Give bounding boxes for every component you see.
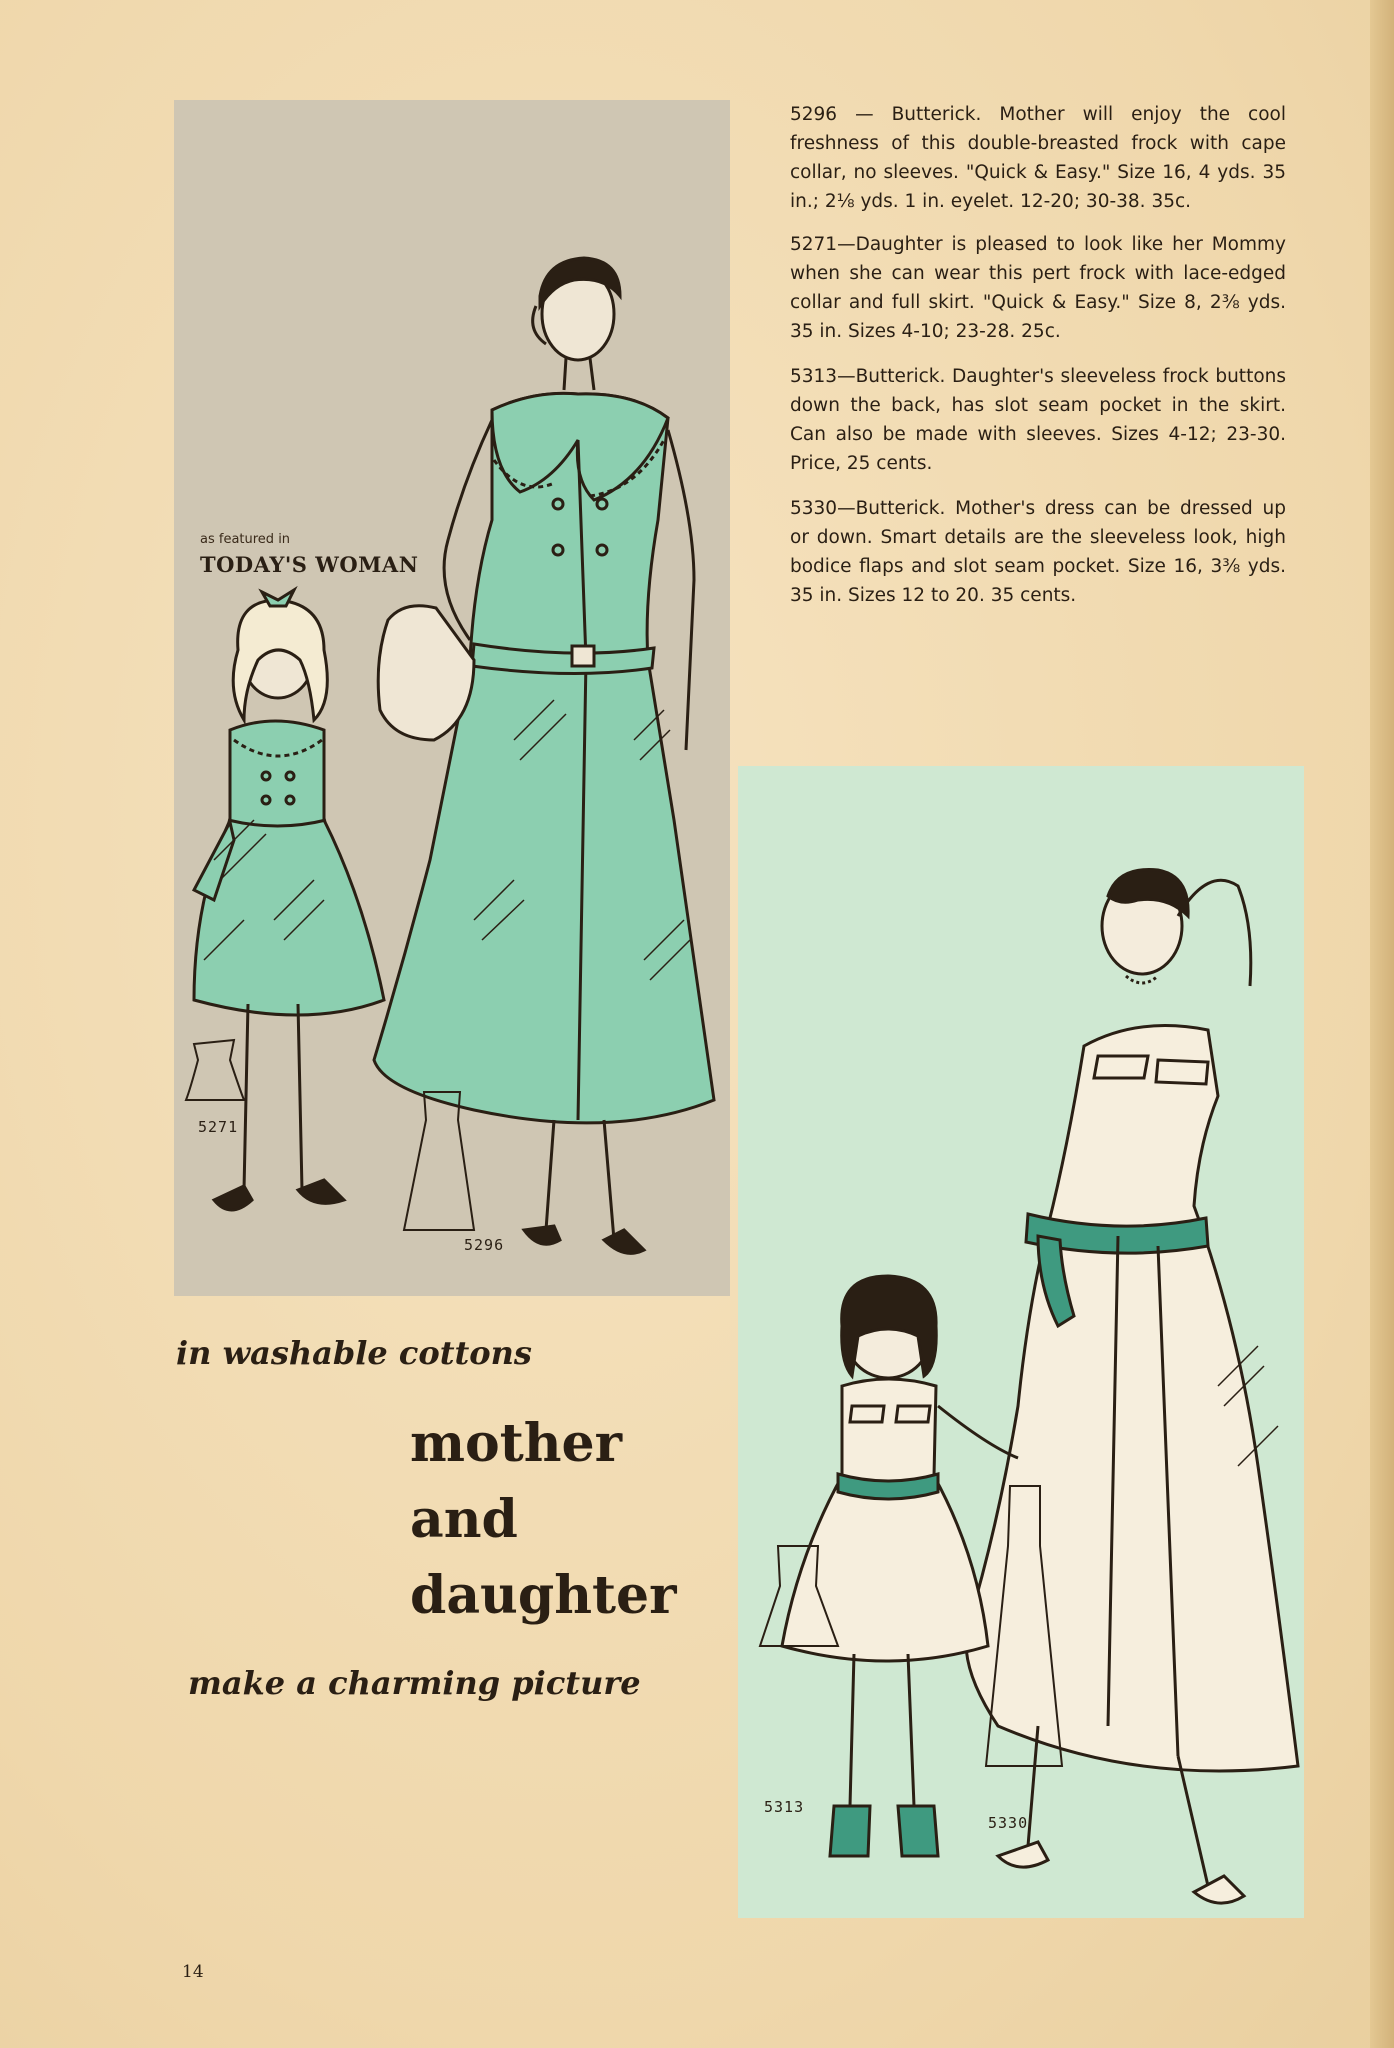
pattern-label-5330: 5330 <box>988 1814 1029 1832</box>
pattern-label-5271: 5271 <box>198 1118 239 1136</box>
mother-figure-5330 <box>966 870 1298 1904</box>
pattern-label-5296: 5296 <box>464 1236 505 1254</box>
illustration-panel-top <box>174 100 730 1296</box>
mother-daughter-green-dress-illustration <box>174 100 730 1296</box>
headline-line-1: mother <box>410 1413 623 1474</box>
headline-line-2: and <box>410 1489 518 1550</box>
pattern-label-5313: 5313 <box>764 1798 805 1816</box>
magazine-name: TODAY'S WOMAN <box>200 552 419 577</box>
flat-sketch-5296 <box>404 1092 474 1230</box>
description-5313: 5313—Butterick. Daughter's sleeveless frock buttons down the back, has slot seam pocket in the skirt. Can also be made with sleeves. Sizes 4-12; 23-30. Price, 25 cents. <box>790 366 1286 474</box>
headline-line-3: daughter <box>410 1565 677 1626</box>
headline <box>410 1406 677 1634</box>
tagline-bottom: make a charming picture <box>188 1664 641 1702</box>
daughter-figure-5271 <box>194 590 384 1210</box>
description-5296: 5296 — Butterick. Mother will enjoy the cool freshness of this double-breasted frock with cape collar, no sleeves. "Quick & Easy." Size 16, 4 yds. 35 in.; 2⅛ yds. 1 in. eyelet. 12-20; 30-38. 35c. <box>790 104 1286 212</box>
illustration-panel-bottom <box>738 766 1304 1918</box>
description-5330: 5330—Butterick. Mother's dress can be dressed up or down. Smart details are the sleeveless look, high bodice flaps and slot seam pocket. Size 16, 3⅜ yds. 35 in. Sizes 12 to 20. 35 cents. <box>790 498 1286 606</box>
page-number: 14 <box>182 1962 204 1982</box>
flat-sketch-5271 <box>186 1040 244 1100</box>
description-5271: 5271—Daughter is pleased to look like her Mommy when she can wear this pert frock with lace-edged collar and full skirt. "Quick & Easy." Size 8, 2⅜ yds. 35 in. Sizes 4-10; 23-28. 25c. <box>790 234 1286 342</box>
mother-daughter-white-dress-illustration <box>738 766 1304 1918</box>
page-spine-edge <box>1370 0 1394 2048</box>
featured-in-label: as featured in <box>200 532 291 547</box>
tagline-top: in washable cottons <box>176 1334 532 1372</box>
